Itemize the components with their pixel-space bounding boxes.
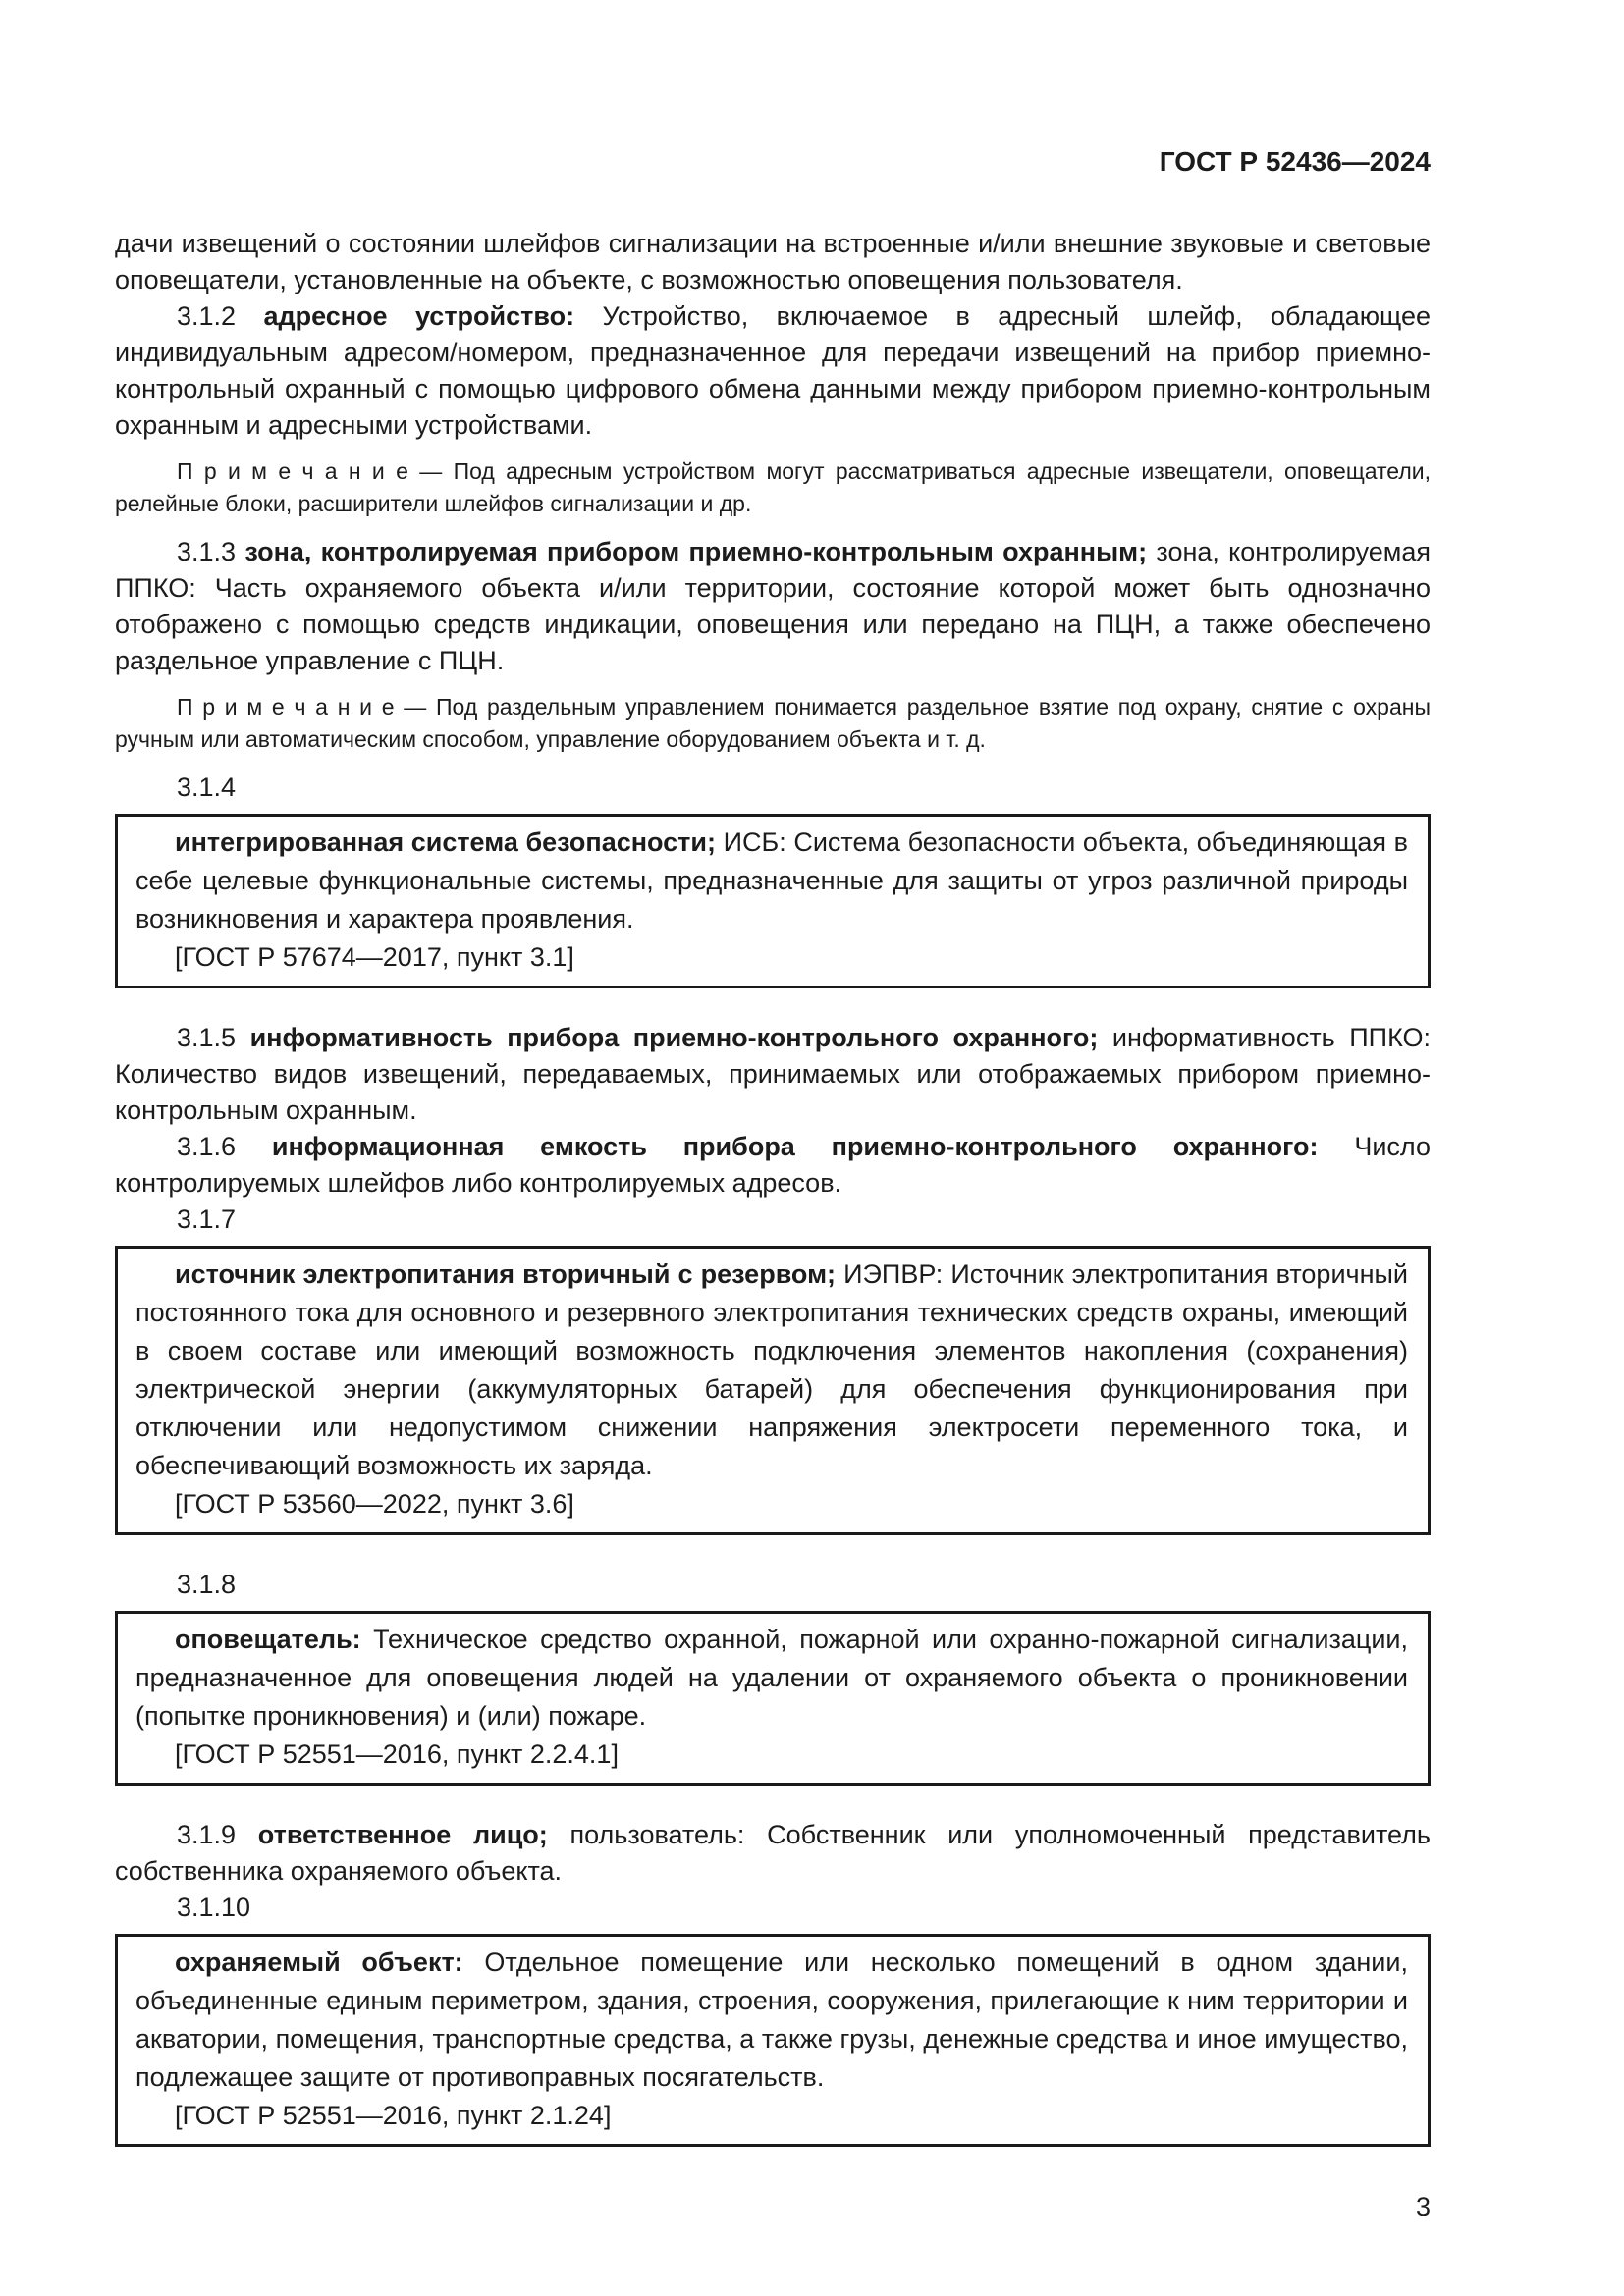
paragraph: [115, 226, 1431, 298]
text-run: 3.1.9: [177, 1820, 258, 1849]
document-header-gost-number: ГОСТ Р 52436—2024: [1159, 146, 1431, 177]
note-paragraph: [115, 691, 1431, 756]
text-run: ИЭПВР: Источник электропитания вторичный постоянного тока для основного и резервного электропитания технических средств охраны, имеющий в своем составе или имеющий возможность подключения элементов накопления (сохранения) электрической энергии (аккумуляторных батарей) для обеспечения функционирования при отключении или недопустимом снижении напряжения электросети переменного тока, и обеспечивающий возможность их заряда.: [135, 1259, 1408, 1480]
page-number: 3: [1415, 2192, 1431, 2221]
text-run: П р и м е ч а н и е — Под раздельным управлением понимается раздельное взятие под охрану, снятие с охраны ручным или автоматическим способом, управление оборудованием объекта и т. д.: [115, 694, 1431, 752]
term-bold: адресное устройство:: [263, 301, 575, 331]
source-reference: [ГОСТ Р 53560—2022, пункт 3.6]: [175, 1489, 574, 1519]
term-bold: оповещатель:: [175, 1625, 361, 1654]
text-run: информативность ППКО: Количество видов извещений, передаваемых, принимаемых или отображаемых прибором приемно-контрольным охранным.: [115, 1023, 1431, 1125]
text-run: 3.1.3: [177, 537, 245, 566]
text-run: Техническое средство охранной, пожарной или охранно-пожарной сигнализации, предназначенное для оповещения людей на удалении от охраняемого объекта о проникновении (попытке проникновения) и (или) пожаре.: [135, 1625, 1408, 1731]
term-bold: охраняемый объект:: [175, 1948, 463, 1977]
definition-text: [135, 824, 1408, 938]
paragraph: [115, 1020, 1431, 1129]
text-run: П р и м е ч а н и е — Под адресным устройством могут рассматриваться адресные извещатели, оповещатели, релейные блоки, расширители шлейфов сигнализации и др.: [115, 458, 1431, 516]
definition-box: [115, 1934, 1431, 2147]
source-reference: [ГОСТ Р 57674—2017, пункт 3.1]: [175, 942, 574, 972]
text-run: Отдельное помещение или несколько помещений в одном здании, объединенные единым периметром, здания, строения, сооружения, прилегающие к ним территории и акватории, помещения, транспортные средства, а также грузы, денежные средства и иное имущество, подлежащее защите от противоправных посягательств.: [135, 1948, 1408, 2092]
term-bold: источник электропитания вторичный с резервом;: [175, 1259, 837, 1289]
text-run: 3.1.4: [177, 773, 237, 802]
text-run: Устройство, включаемое в адресный шлейф, обладающее индивидуальным адресом/номером, предназначенное для передачи извещений на прибор приемно-контрольный охранный с помощью цифрового обмена данными между прибором приемно-контрольным охранным и адресными устройствами.: [115, 301, 1431, 440]
term-bold: ответственное лицо;: [257, 1820, 548, 1849]
text-run: Число контролируемых шлейфов либо контролируемых адресов.: [115, 1132, 1431, 1198]
paragraph: [115, 1201, 1431, 1238]
definition-box: [115, 1611, 1431, 1786]
text-run: 3.1.10: [177, 1893, 251, 1922]
definition-box: [115, 1246, 1431, 1535]
term-bold: информационная емкость прибора приемно-контрольного охранного:: [271, 1132, 1319, 1161]
text-run: пользователь: Собственник или уполномоченный представитель собственника охраняемого объекта.: [115, 1820, 1431, 1886]
content: [115, 226, 1431, 2147]
term-bold: интегрированная система безопасности;: [175, 828, 716, 857]
text-run: зона, контролируемая ППКО: Часть охраняемого объекта и/или территории, состояние которой может быть однозначно отображено с помощью средств индикации, оповещения или передано на ПЦН, а также обеспечено раздельное управление с ПЦН.: [115, 537, 1431, 675]
paragraph: [115, 1567, 1431, 1603]
definition-text: [135, 1255, 1408, 1485]
text-run: 3.1.2: [177, 301, 264, 331]
note-paragraph: [115, 455, 1431, 520]
paragraph: [115, 1817, 1431, 1890]
text-run: 3.1.8: [177, 1570, 237, 1599]
definition-text: [135, 1944, 1408, 2097]
text-run: 3.1.7: [177, 1204, 237, 1234]
source-reference: [ГОСТ Р 52551—2016, пункт 2.1.24]: [175, 2101, 612, 2130]
definition-text: [135, 1621, 1408, 1735]
paragraph: [115, 298, 1431, 444]
paragraph: [115, 770, 1431, 806]
paragraph: [115, 534, 1431, 679]
paragraph: [115, 1890, 1431, 1926]
text-run: 3.1.5: [177, 1023, 250, 1052]
text-run: дачи извещений о состоянии шлейфов сигнализации на встроенные и/или внешние звуковые и световые оповещатели, установленные на объекте, с возможностью оповещения пользователя.: [115, 229, 1431, 294]
term-bold: зона, контролируемая прибором приемно-контрольным охранным;: [244, 537, 1148, 566]
text-run: 3.1.6: [177, 1132, 272, 1161]
paragraph: [115, 1129, 1431, 1201]
text-run: ИСБ: Система безопасности объекта, объединяющая в себе целевые функциональные системы, предназначенные для защиты от угроз различной природы возникновения и характера проявления.: [135, 828, 1408, 934]
source-reference: [ГОСТ Р 52551—2016, пункт 2.2.4.1]: [175, 1739, 619, 1769]
definition-box: [115, 814, 1431, 988]
term-bold: информативность прибора приемно-контрольного охранного;: [249, 1023, 1099, 1052]
